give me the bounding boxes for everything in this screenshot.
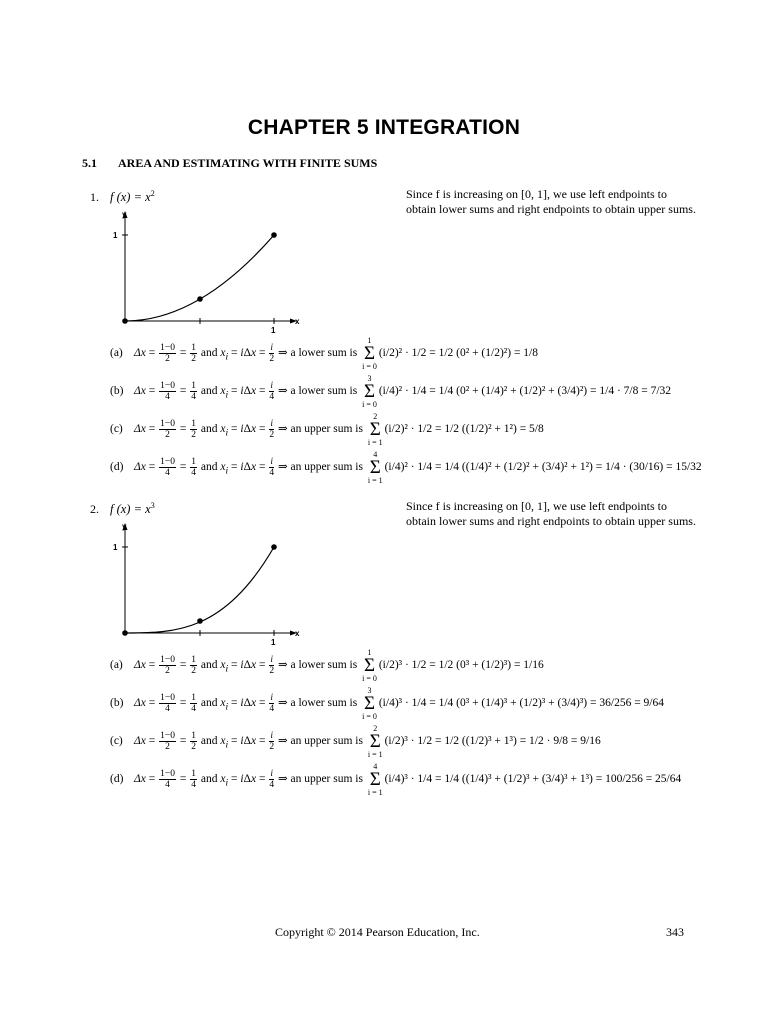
point-half <box>197 296 203 302</box>
problem-2-number: 2. <box>90 502 99 516</box>
x-tick-label: 1 <box>271 638 276 647</box>
problem-1-part-c: (c) Δx = $\frac{1-0}{2}$ = $\frac{1}{2}$ and $x_i = i\Delta x$ = $\frac{i}{2}$ ⇒ an upper sum is 2 Σ i = 1 (i/2)² · 1/2 = 1/2 ((1/2)² + 1²) = 5/8 <box>110 412 544 447</box>
section-number: 5.1 <box>82 156 97 170</box>
problem-1-number: 1. <box>90 190 99 204</box>
footer-copyright: Copyright © 2014 Pearson Education, Inc. <box>275 925 480 939</box>
problem-1-part-d: (d) Δx = $\frac{1-0}{4}$ = $\frac{1}{4}$ and $x_i = i\Delta x$ = $\frac{i}{4}$ ⇒ an upper sum is 4 Σ i = 1 (i/4)² · 1/4 = 1/4 ((1/4)² + (1/2)² + (3/4)² + 1²) = 1/4 · (30/16) = 15/32 <box>110 450 702 485</box>
y-axis-label: y <box>122 210 127 219</box>
point-one <box>271 232 277 238</box>
problem-2-part-a: (a) Δx = $\frac{1-0}{2}$ = $\frac{1}{2}$ and $x_i = i\Delta x$ = $\frac{i}{2}$ ⇒ a lower sum is 1 Σ i = 0 (i/2)³ · 1/2 = 1/2 (0³ + (1/2)³) = 1/16 <box>110 648 544 683</box>
chapter-title: CHAPTER 5 INTEGRATION <box>247 116 521 139</box>
problem-2-part-b: (b) Δx = $\frac{1-0}{4}$ = $\frac{1}{4}$ and $x_i = i\Delta x$ = $\frac{i}{4}$ ⇒ a lower sum is 3 Σ i = 0 (i/4)³ · 1/4 = 1/4 (0³ + (1/4)³ + (1/2)³ + (3/4)³) = 36/256 = 9/64 <box>110 686 665 721</box>
curve-x-squared <box>125 235 274 321</box>
problem-1-graph <box>108 205 308 340</box>
y-axis-label: y <box>122 522 127 531</box>
x-axis-label: x <box>295 629 300 638</box>
point-origin <box>122 630 128 636</box>
problem-2-part-c: (c) Δx = $\frac{1-0}{2}$ = $\frac{1}{2}$ and $x_i = i\Delta x$ = $\frac{i}{2}$ ⇒ an upper sum is 2 Σ i = 1 (i/2)³ · 1/2 = 1/2 ((1/2)³ + 1³) = 1/2 · 9/8 = 9/16 <box>110 724 601 759</box>
page-number: 343 <box>666 925 684 939</box>
problem-2-note: Since f is increasing on [0, 1], we use left endpoints to obtain lower sums and right endpoints to obtain upper sums. <box>406 499 696 528</box>
problem-2-part-d: (d) Δx = $\frac{1-0}{4}$ = $\frac{1}{4}$ and $x_i = i\Delta x$ = $\frac{i}{4}$ ⇒ an upper sum is 4 Σ i = 1 (i/4)³ · 1/4 = 1/4 ((1/4)³ + (1/2)³ + (3/4)³ + 1³) = 100/256 = 25/64 <box>110 762 682 797</box>
point-origin <box>122 318 128 324</box>
x-axis-label: x <box>295 317 300 326</box>
y-tick-label: 1 <box>113 231 118 240</box>
section-heading <box>82 156 377 171</box>
problem-1-note: Since f is increasing on [0, 1], we use left endpoints to obtain lower sums and right endpoints to obtain upper sums. <box>406 187 696 216</box>
point-half <box>197 618 203 624</box>
point-one <box>271 544 277 550</box>
problem-1-function: f $(x) = x^2$ <box>110 189 155 205</box>
problem-1-part-a: (a) Δx = $\frac{1-0}{2}$ = $\frac{1}{2}$ and $x_i = i\Delta x$ = $\frac{i}{2}$ ⇒ a lower sum is 1 Σ i = 0 (i/2)² · 1/2 = 1/2 (0² + (1/2)²) = 1/8 <box>110 336 538 371</box>
y-tick-label: 1 <box>113 543 118 552</box>
problem-2-graph <box>108 517 308 652</box>
section-title: AREA AND ESTIMATING WITH FINITE SUMS <box>118 156 378 170</box>
x-tick-label: 1 <box>271 326 276 335</box>
problem-2-function: f $(x) = x^3$ <box>110 501 155 517</box>
problem-1-part-b: (b) Δx = $\frac{1-0}{4}$ = $\frac{1}{4}$ and $x_i = i\Delta x$ = $\frac{i}{4}$ ⇒ a lower sum is 3 Σ i = 0 (i/4)² · 1/4 = 1/4 (0² + (1/4)² + (1/2)² + (3/4)²) = 1/4 · 7/8 = 7/32 <box>110 374 672 409</box>
